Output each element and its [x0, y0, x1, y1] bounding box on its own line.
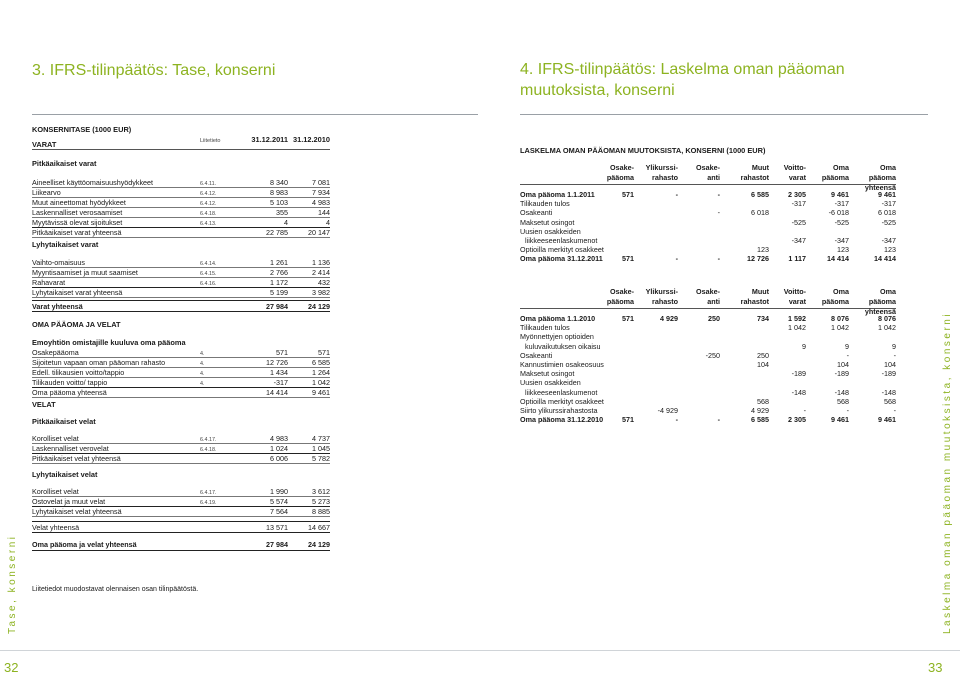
section-heading: Pitkäaikaiset velat — [32, 417, 96, 426]
row-label: Rahavarat — [32, 278, 66, 287]
section-heading: Lyhytaikaiset varat — [32, 240, 99, 249]
row-value-2010: 4 — [326, 218, 330, 227]
header-line: varat — [788, 297, 806, 306]
page-title-right: 4. IFRS-tilinpäätös: Laskelma oman pääoman muutoksista, konserni — [520, 61, 845, 99]
row-value-2011: 6 006 — [270, 454, 288, 463]
row-value-2011: 7 564 — [270, 507, 288, 516]
row-note: 6.4.16. — [200, 281, 217, 287]
row-value-2010: 1 045 — [312, 444, 330, 453]
row-label: Oma pääoma 1.1.2010 — [520, 314, 596, 323]
header-line: yhteensä — [864, 183, 896, 192]
row-cell: - — [803, 406, 806, 415]
row-cell: 734 — [757, 314, 769, 323]
row-cell: 6 018 — [878, 208, 896, 218]
header-line: rahastot — [740, 173, 769, 182]
row-value-2011: 4 983 — [270, 434, 288, 443]
header-line: Osake- — [696, 163, 720, 172]
equity-table-header — [520, 287, 896, 316]
title-divider-left — [32, 114, 478, 115]
row-cell: 14 414 — [827, 254, 849, 264]
header-osakepaaoma — [600, 287, 634, 307]
row-value-2010: 24 129 — [308, 302, 330, 311]
row-value-2011: 1 434 — [270, 368, 288, 377]
row-cell: 123 — [884, 245, 896, 255]
row-cell: 104 — [837, 360, 849, 369]
row-cell: 14 414 — [874, 254, 896, 264]
section-heading: VELAT — [32, 400, 56, 409]
row-value-2010: 2 414 — [312, 268, 330, 277]
row-cell: -6 018 — [828, 208, 849, 218]
header-line: pääoma — [821, 297, 849, 306]
row-value-2010: 3 612 — [312, 487, 330, 496]
equity-statement-title: LASKELMA OMAN PÄÄOMAN MUUTOKSISTA, KONSERNI (1000 EUR) — [520, 146, 766, 155]
row-cell: -317 — [881, 199, 896, 209]
header-line: Oma pääoma — [868, 287, 896, 306]
header-line: Oma — [833, 163, 849, 172]
row-cell: 571 — [622, 190, 634, 199]
row-value-2011: 5 199 — [270, 288, 288, 297]
row-cell: - — [675, 415, 678, 425]
row-cell: -525 — [834, 217, 849, 227]
row-value-2010: 6 585 — [312, 358, 330, 367]
table-row — [32, 358, 330, 368]
row-value-2011: 355 — [276, 208, 288, 217]
row-cell: -317 — [791, 199, 806, 209]
row-value-2011: 14 414 — [266, 388, 288, 397]
row-cell: - — [675, 254, 678, 264]
row-value-2010: 3 982 — [312, 288, 330, 297]
row-value-2011: 1 261 — [270, 258, 288, 267]
row-label: Pitkäaikaiset velat yhteensä — [32, 454, 121, 463]
varat-heading: VARAT — [32, 140, 57, 149]
row-cell: 9 461 — [831, 190, 849, 199]
row-cell: 8 076 — [831, 314, 849, 323]
row-cell: 1 042 — [878, 323, 896, 333]
table-row — [32, 278, 330, 288]
row-note: 4. — [200, 351, 205, 357]
row-label: Oma pääoma 31.12.2010 — [520, 415, 604, 425]
row-label: Vaihto-omaisuus — [32, 258, 85, 267]
row-label: Osakepääoma — [32, 348, 79, 357]
row-value-2011: 22 785 — [266, 228, 288, 237]
section-heading: Pitkäaikaiset varat — [32, 159, 97, 168]
column-header-2010: 31.12.2010 — [293, 135, 330, 144]
row-value-2010: 571 — [318, 348, 330, 357]
row-note: 4. — [200, 381, 205, 387]
row-cell: -189 — [791, 369, 806, 379]
row-label: Oma pääoma 1.1.2011 — [520, 190, 595, 199]
footnote: Liitetiedot muodostavat olennaisen osan tilinpäätöstä. — [32, 586, 199, 593]
row-cell: -4 929 — [657, 406, 678, 415]
row-cell: -148 — [881, 387, 896, 397]
section-heading: Lyhytaikaiset velat — [32, 470, 98, 479]
section-heading: OMA PÄÄOMA JA VELAT — [32, 320, 121, 329]
row-value-2011: 1 172 — [270, 278, 288, 287]
row-cell: 568 — [757, 396, 769, 406]
header-line: pääoma — [821, 173, 849, 182]
row-label: Ostovelat ja muut velat — [32, 497, 106, 506]
table-row — [32, 348, 330, 358]
header-line: Ylikurssi- — [645, 163, 678, 172]
row-cell: 2 305 — [788, 190, 806, 199]
row-label: Myytävissä olevat sijoitukset — [32, 218, 123, 227]
row-cell: -317 — [834, 199, 849, 209]
row-note: 6.4.17. — [200, 437, 217, 443]
row-cell: 250 — [708, 314, 720, 323]
table-row — [32, 487, 330, 497]
equity-table-2010 — [520, 287, 896, 427]
header-line: anti — [707, 297, 720, 306]
row-value-2010: 7 934 — [312, 188, 330, 197]
row-note: 6.4.14. — [200, 261, 217, 267]
header-osakeanti — [685, 287, 720, 307]
row-value-2011: 8 340 — [270, 178, 288, 187]
header-line: Osake- — [610, 287, 634, 296]
row-label: Muut aineettomat hyödykkeet — [32, 198, 126, 207]
row-label: Korolliset velat — [32, 487, 79, 496]
row-value-2011: -317 — [273, 378, 288, 387]
row-cell: -148 — [791, 387, 806, 397]
header-line: rahasto — [652, 173, 678, 182]
row-cell: 4 929 — [751, 406, 769, 415]
subtotal-row — [32, 388, 330, 398]
row-value-2011: 1 990 — [270, 487, 288, 496]
row-cell: 9 461 — [831, 415, 849, 425]
row-cell: 1 117 — [788, 254, 806, 264]
row-cell: - — [893, 406, 896, 415]
row-value-2010: 14 667 — [308, 523, 330, 532]
row-note: 6.4.17. — [200, 490, 217, 496]
row-value-2010: 1 042 — [312, 378, 330, 387]
table-row — [32, 378, 330, 388]
row-cell: 9 461 — [878, 415, 896, 425]
subtotal-row — [32, 521, 330, 533]
row-cell: - — [717, 254, 720, 264]
row-cell: 6 585 — [751, 190, 769, 199]
row-value-2011: 4 — [284, 218, 288, 227]
row-cell: -347 — [791, 236, 806, 245]
row-label: kuluvaikutuksen oikaisu — [525, 341, 601, 351]
header-oma-paaoma — [810, 163, 849, 183]
header-line: anti — [707, 173, 720, 182]
row-cell: -189 — [834, 369, 849, 379]
row-cell: 104 — [884, 360, 896, 369]
row-note: 6.4.18. — [200, 211, 217, 217]
row-cell: 6 018 — [751, 208, 769, 218]
row-label: Osakeanti — [520, 208, 553, 218]
row-cell: - — [846, 350, 849, 360]
table-row — [32, 208, 330, 218]
row-label: Lyhytaikaiset varat yhteensä — [32, 288, 123, 297]
header-line: rahasto — [652, 297, 678, 306]
row-cell: - — [675, 190, 678, 199]
header-line: pääoma — [606, 173, 634, 182]
row-value-2010: 20 147 — [308, 228, 330, 237]
header-line: Voitto- — [783, 163, 806, 172]
row-label: Liikearvo — [32, 188, 61, 197]
row-cell: - — [717, 208, 720, 218]
row-value-2010: 24 129 — [308, 540, 330, 549]
header-muut-rahastot — [725, 287, 769, 307]
row-label: Optioilla merkityt osakkeet — [520, 396, 604, 406]
row-cell: -250 — [705, 350, 720, 360]
header-line: Oma pääoma — [868, 163, 896, 182]
row-label: Laskennalliset verovelat — [32, 444, 109, 453]
row-cell: 4 929 — [660, 314, 678, 323]
row-note: 6.4.12. — [200, 201, 217, 207]
header-line: Muut — [751, 287, 769, 296]
row-value-2010: 9 461 — [312, 388, 330, 397]
row-cell: 571 — [622, 314, 634, 323]
table-row — [32, 188, 330, 198]
row-label: Pitkäaikaiset varat yhteensä — [32, 228, 122, 237]
page-number-left: 32 — [4, 660, 19, 675]
row-label: Oma pääoma ja velat yhteensä — [32, 540, 137, 549]
row-label: Tilikauden tulos — [520, 323, 570, 333]
table-row — [32, 368, 330, 378]
row-value-2011: 8 983 — [270, 188, 288, 197]
row-value-2010: 144 — [318, 208, 330, 217]
row-value-2011: 5 574 — [270, 497, 288, 506]
header-oma-paaoma-yhteensa — [852, 163, 896, 193]
row-value-2011: 2 766 — [270, 268, 288, 277]
subtotal-row — [32, 507, 330, 517]
row-cell: -347 — [834, 236, 849, 245]
row-cell: 8 076 — [878, 314, 896, 323]
note-column-header: Liitetieto — [200, 138, 221, 144]
row-label: Osakeanti — [520, 350, 553, 360]
header-line: yhteensä — [864, 307, 896, 316]
row-value-2011: 5 103 — [270, 198, 288, 207]
table-row — [32, 497, 330, 507]
row-value-2010: 4 983 — [312, 198, 330, 207]
row-cell: 568 — [884, 396, 896, 406]
header-osakepaaoma — [600, 163, 634, 183]
row-cell: - — [717, 415, 720, 425]
header-osakeanti — [685, 163, 720, 183]
row-label: Aineelliset käyttöomaisuushyödykkeet — [32, 178, 154, 187]
row-label: Laskennalliset verosaamiset — [32, 208, 123, 217]
row-label: Kannustimien osakeosuus — [520, 360, 604, 369]
balance-sheet-title: KONSERNITASE (1000 EUR) — [32, 125, 132, 134]
row-label: Siirto ylikurssirahastosta — [520, 406, 598, 415]
section-heading: Emoyhtiön omistajille kuuluva oma pääoma — [32, 338, 186, 347]
row-cell: 571 — [622, 254, 634, 264]
row-value-2011: 27 984 — [266, 540, 288, 549]
row-note: 6.4.18. — [200, 447, 217, 453]
table-row — [32, 434, 330, 444]
row-label: liikkeeseenlaskumenot — [525, 387, 598, 397]
table-row — [32, 218, 330, 228]
row-label: liikkeeseenlaskumenot — [525, 236, 598, 245]
row-cell: 104 — [757, 360, 769, 369]
header-line: Muut — [751, 163, 769, 172]
row-value-2011: 1 024 — [270, 444, 288, 453]
row-note: 6.4.11. — [200, 181, 217, 187]
row-label: Lyhytaikaiset velat yhteensä — [32, 507, 122, 516]
row-label: Maksetut osingot — [520, 217, 575, 227]
row-cell: 568 — [837, 396, 849, 406]
row-label: Uusien osakkeiden — [520, 226, 581, 236]
row-note: 4. — [200, 361, 205, 367]
row-cell: 9 461 — [878, 190, 896, 199]
row-cell: -148 — [834, 387, 849, 397]
header-voittovarat — [772, 163, 806, 183]
total-row — [32, 539, 330, 551]
header-oma-paaoma — [810, 287, 849, 307]
row-label: Sijoitetun vapaan oman pääoman rahasto — [32, 358, 166, 367]
row-value-2010: 432 — [318, 278, 330, 287]
row-note: 4. — [200, 371, 205, 377]
header-line: Osake- — [696, 287, 720, 296]
row-label: Myyntisaamiset ja muut saamiset — [32, 268, 138, 277]
title-divider-right — [520, 114, 928, 115]
row-cell: 9 — [892, 341, 896, 351]
row-cell: - — [893, 350, 896, 360]
row-cell: - — [717, 190, 720, 199]
row-label: Varat yhteensä — [32, 302, 83, 311]
row-note: 6.4.12. — [200, 191, 217, 197]
subtotal-row — [32, 228, 330, 238]
balance-row — [520, 254, 896, 264]
column-header-2011: 31.12.2011 — [251, 135, 288, 144]
balance-sheet — [32, 125, 330, 605]
row-cell: 1 042 — [831, 323, 849, 333]
row-label: Tilikauden voitto/ tappio — [32, 378, 108, 387]
row-value-2010: 7 081 — [312, 178, 330, 187]
row-cell: -525 — [881, 217, 896, 227]
row-cell: 1 592 — [788, 314, 806, 323]
row-value-2010: 1 264 — [312, 368, 330, 377]
total-row — [32, 300, 330, 312]
row-cell: 9 — [845, 341, 849, 351]
page-title-left: 3. IFRS-tilinpäätös: Tase, konserni — [32, 62, 276, 79]
row-value-2011: 571 — [276, 348, 288, 357]
row-cell: 123 — [757, 245, 769, 255]
row-cell: - — [846, 406, 849, 415]
balance-sheet-header — [32, 125, 330, 150]
header-line: Ylikurssi- — [645, 287, 678, 296]
row-label: Maksetut osingot — [520, 369, 575, 379]
table-row — [32, 198, 330, 208]
header-ylikurssirahasto — [638, 163, 678, 183]
row-cell: -347 — [881, 236, 896, 245]
row-value-2010: 8 885 — [312, 507, 330, 516]
row-value-2010: 4 737 — [312, 434, 330, 443]
header-line: Voitto- — [783, 287, 806, 296]
row-value-2011: 12 726 — [266, 358, 288, 367]
row-label: Edell. tilikausien voitto/tappio — [32, 368, 125, 377]
balance-row — [520, 415, 896, 425]
spine-right: Laskelma oman pääoman muutoksista, konserni — [942, 311, 953, 634]
row-label: Oma pääoma 31.12.2011 — [520, 254, 603, 264]
row-label: Uusien osakkeiden — [520, 378, 581, 388]
row-cell: 2 305 — [788, 415, 806, 425]
header-line: varat — [788, 173, 806, 182]
row-label: Velat yhteensä — [32, 523, 80, 532]
equity-table-2011 — [520, 163, 896, 265]
row-label: Tilikauden tulos — [520, 199, 570, 209]
row-cell: 123 — [837, 245, 849, 255]
row-cell: -525 — [791, 217, 806, 227]
subtotal-row — [32, 288, 330, 298]
row-value-2011: 27 984 — [266, 302, 288, 311]
row-cell: 12 726 — [747, 254, 769, 264]
row-label: Optioilla merkityt osakkeet — [520, 245, 604, 255]
row-cell: 250 — [757, 350, 769, 360]
header-line: rahastot — [740, 297, 769, 306]
row-note: 6.4.13. — [200, 221, 217, 227]
row-note: 6.4.19. — [200, 500, 217, 506]
header-oma-paaoma-yhteensa — [852, 287, 896, 317]
header-line: Osake- — [610, 163, 634, 172]
row-cell: 6 585 — [751, 415, 769, 425]
row-value-2010: 5 273 — [312, 497, 330, 506]
row-cell: 571 — [622, 415, 634, 425]
spine-left: Tase, konserni — [7, 534, 18, 634]
header-voittovarat — [772, 287, 806, 307]
row-value-2011: 13 571 — [266, 523, 288, 532]
table-row — [32, 178, 330, 188]
header-muut-rahastot — [725, 163, 769, 183]
row-cell: -189 — [881, 369, 896, 379]
page-number-right: 33 — [928, 660, 943, 675]
row-label: Oma pääoma yhteensä — [32, 388, 107, 397]
row-value-2010: 5 782 — [312, 454, 330, 463]
table-row — [32, 268, 330, 278]
header-ylikurssirahasto — [638, 287, 678, 307]
row-value-2010: 1 136 — [312, 258, 330, 267]
table-row — [32, 444, 330, 454]
row-note: 6.4.15. — [200, 271, 217, 277]
footer-divider — [0, 650, 960, 651]
header-line: Oma — [833, 287, 849, 296]
row-label: Myönnettyjen optioiden — [520, 332, 594, 342]
row-label: Korolliset velat — [32, 434, 79, 443]
table-row — [32, 258, 330, 268]
subtotal-row — [32, 454, 330, 464]
row-cell: 1 042 — [788, 323, 806, 333]
row-cell: 9 — [802, 341, 806, 351]
header-line: pääoma — [606, 297, 634, 306]
equity-table-header — [520, 163, 896, 192]
